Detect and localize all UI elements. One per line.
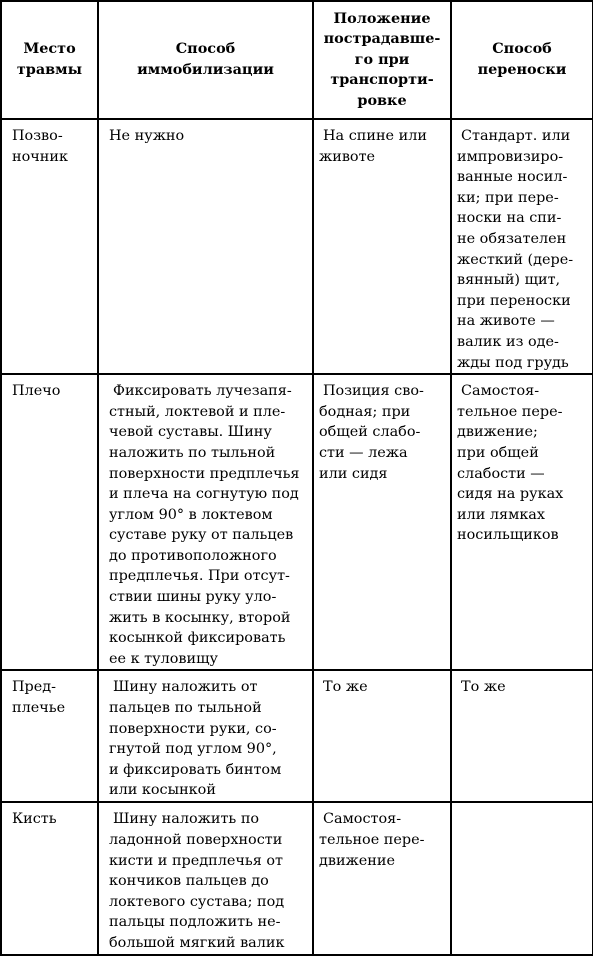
cell-transport-position: На спине или животе — [313, 119, 451, 374]
header-injury-place: Место травмы — [1, 1, 98, 119]
cell-carry-method: То же — [451, 670, 593, 802]
cell-injury-place: Пред- плечье — [1, 670, 98, 802]
header-transport-position: Положение пострадавше- го при транспорти- ровке — [313, 1, 451, 119]
table-row — [1, 119, 593, 374]
cell-injury-place: Плечо — [1, 374, 98, 670]
cell-carry-method: Самостоя- тельное пере- движение; при общей слабости — сидя на руках или лямках носильщиков — [451, 374, 593, 670]
cell-carry-method — [451, 802, 593, 954]
header-row — [1, 1, 593, 119]
table-row — [1, 374, 593, 670]
cell-transport-position: То же — [313, 670, 451, 802]
cell-transport-position: Самостоя- тельное пере- движение — [313, 802, 451, 954]
cell-immobilization-method: Шину наложить от пальцев по тыльной поверхности руки, со- гнутой под углом 90°, и фиксировать бинтом или косынкой — [98, 670, 313, 802]
header-carry-method: Способ переноски — [451, 1, 593, 119]
cell-injury-place: Позво- ночник — [1, 119, 98, 374]
table-row — [1, 802, 593, 954]
cell-immobilization-method: Шину наложить по ладонной поверхности кисти и предплечья от кончиков пальцев до локтевого сустава; под пальцы подложить не- большой мягкий валик — [98, 802, 313, 954]
cell-transport-position: Позиция сво- бодная; при общей слабо- сти — лежа или сидя — [313, 374, 451, 670]
cell-injury-place: Кисть — [1, 802, 98, 954]
table-row — [1, 670, 593, 802]
header-immobilization-method: Способ иммобилизации — [98, 1, 313, 119]
cell-immobilization-method: Фиксировать лучезапя- стный, локтевой и пле- чевой суставы. Шину наложить по тыльной поверхности предплечья и плеча на согнутую под углом 90° в локтевом суставе руку от пальцев до противоположного предплечья. При отсут- ствии шины руку уло- жить в косынку, второй косынкой фиксировать ее к туловищу — [98, 374, 313, 670]
cell-immobilization-method: Не нужно — [98, 119, 313, 374]
cell-carry-method: Стандарт. или импровизиро- ванные носил- ки; при пере- носки на спи- не обязателен жесткий (дере- вянный) щит, при переноски на животе — валик из оде- жды под грудь — [451, 119, 593, 374]
